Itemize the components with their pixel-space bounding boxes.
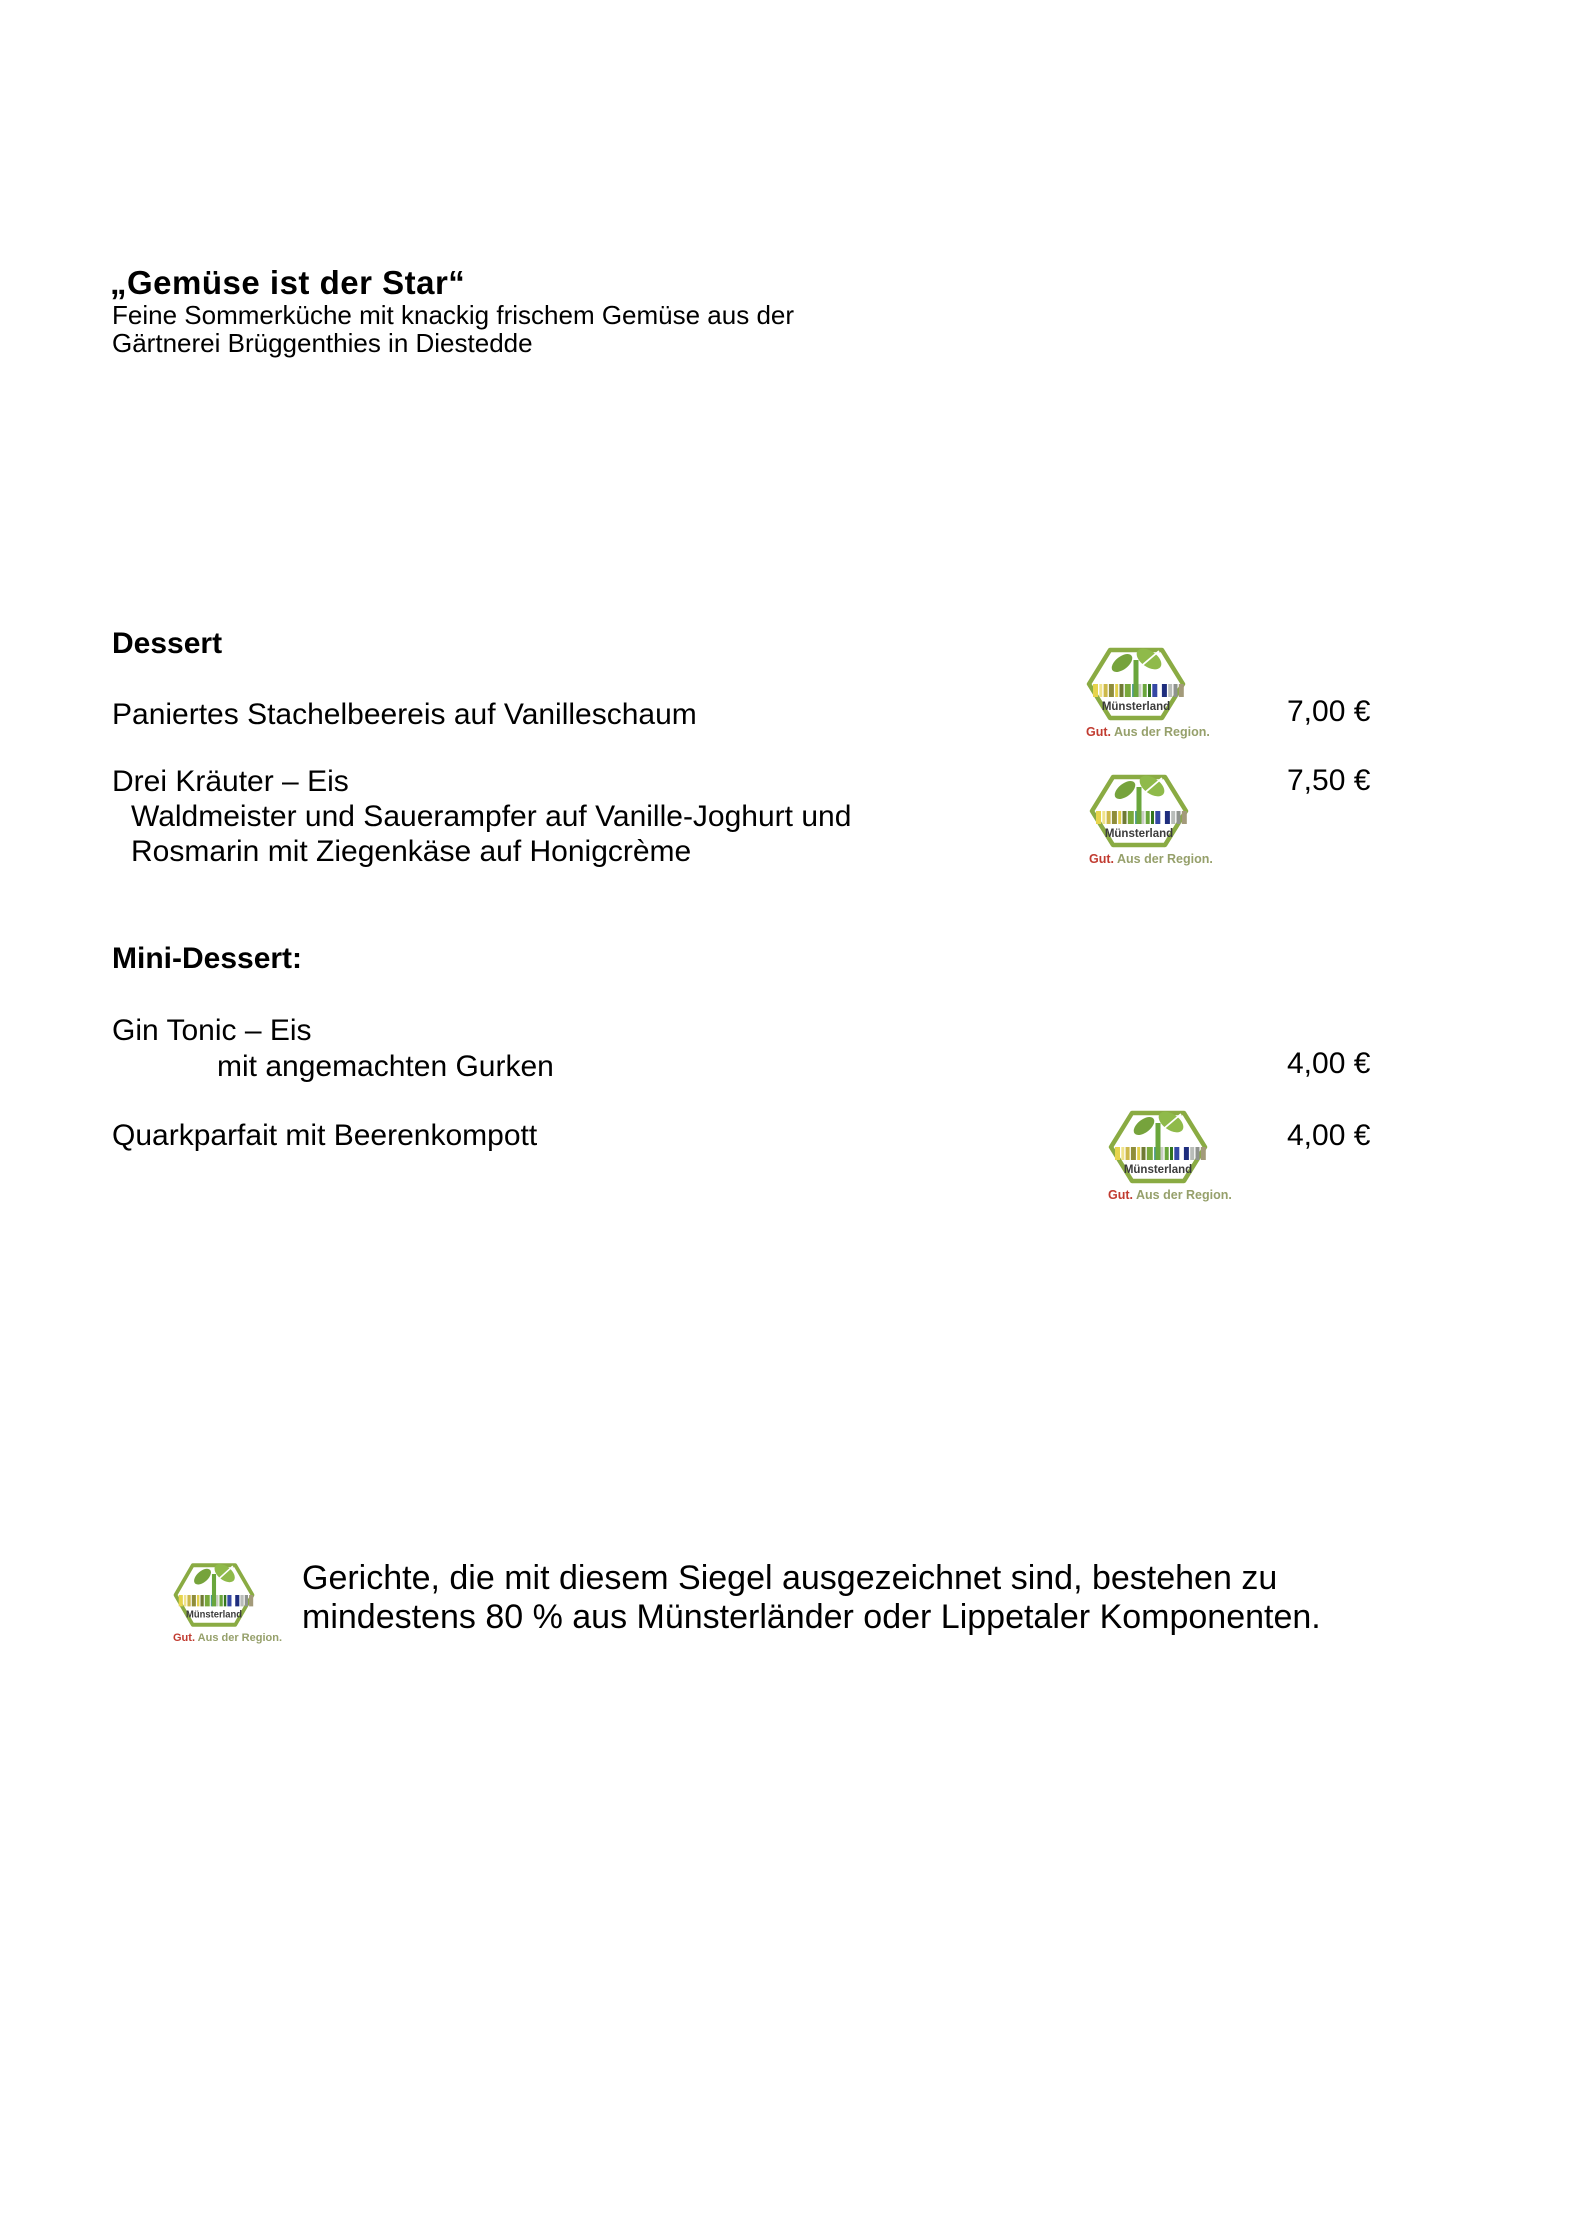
siegel-barcode-stripe [1125,684,1131,697]
siegel-barcode-stripe [1174,1147,1179,1160]
menu-item-price: 4,00 € [1287,1119,1371,1152]
menu-item-description-line: Waldmeister und Sauerampfer auf Vanille-Joghurt und [131,800,852,833]
menu-item-price: 7,50 € [1287,764,1371,797]
siegel-hexagon-graphic [1089,771,1189,851]
siegel-barcode-stripe [1147,1147,1153,1160]
siegel-barcode-stripe [184,1595,186,1606]
siegel-barcode-stripe [1181,1147,1183,1160]
subtitle-line-1: Feine Sommerküche mit knackig frischem Gemüse aus der [112,300,795,330]
siegel-barcode-stripe [1107,811,1111,824]
siegel-barcode-stripe [1182,811,1187,824]
siegel-caption-gut: Gut. [1086,725,1111,739]
siegel-caption [1108,1188,1232,1203]
muensterland-siegel-icon [1086,644,1210,740]
menu-item-description-line: Rosmarin mit Ziegenkäse auf Honigcrème [131,835,692,868]
siegel-barcode-stripe [235,1595,239,1606]
siegel-barcode-stripe [1162,811,1164,824]
subtitle-line-2: Gärtnerei Brüggenthies in Diestedde [112,328,533,358]
siegel-barcode-stripe [179,1595,183,1606]
siegel-barcode-stripe [1190,1147,1194,1160]
siegel-barcode-stripe [1121,1147,1124,1160]
siegel-label: Münsterland [1123,1164,1193,1176]
siegel-barcode-stripe [1151,811,1154,824]
siegel-caption-region: Aus der Region. [1114,725,1210,739]
siegel-caption [173,1632,282,1644]
siegel-barcode-stripe [1165,1147,1169,1160]
siegel-barcode-stripe [205,1595,210,1606]
section-heading-dessert: Dessert [112,627,223,660]
siegel-caption-region: Aus der Region. [197,1632,282,1644]
siegel-barcode-stripe [1179,684,1184,697]
page-title: „Gemüse ist der Star“ [110,264,466,301]
siegel-barcode-stripe [1109,684,1114,697]
muensterland-siegel-icon [1108,1107,1232,1203]
footer-note-line-1: Gerichte, die mit diesem Siegel ausgezeichnet sind, bestehen zu [302,1559,1278,1597]
siegel-caption-gut: Gut. [173,1632,195,1644]
siegel-barcode-stripe [1177,811,1181,824]
siegel-barcode-stripe [192,1595,196,1606]
menu-item-name: Quarkparfait mit Beerenkompott [112,1119,538,1152]
siegel-barcode-stripe [240,1595,243,1606]
siegel-caption-region: Aus der Region. [1117,852,1213,866]
siegel-barcode-stripe [1174,684,1178,697]
sprout-stem [1137,787,1142,824]
footer-note-line-2: mindestens 80 % aus Münsterländer oder Lippetaler Komponenten. [302,1598,1321,1636]
siegel-caption-gut: Gut. [1108,1188,1133,1202]
section-heading-mini-dessert: Mini-Dessert: [112,942,303,975]
siegel-barcode-stripe [1146,811,1150,824]
siegel-barcode-stripe [1099,684,1102,697]
siegel-barcode-stripe [1159,684,1161,697]
siegel-caption [1086,725,1210,740]
siegel-barcode-stripe [197,1595,199,1606]
muensterland-siegel-icon [173,1560,282,1644]
siegel-label: Münsterland [1101,701,1171,713]
siegel-barcode-stripe [1096,811,1101,824]
menu-item-name: Paniertes Stachelbeereis auf Vanilleschaum [112,698,697,731]
siegel-caption [1089,852,1213,867]
siegel-barcode-stripe [245,1595,248,1606]
siegel-barcode-stripe [1152,684,1157,697]
menu-item-name: Gin Tonic – Eis [112,1014,312,1047]
muensterland-siegel-icon [1089,771,1213,867]
siegel-barcode-stripe [1128,811,1134,824]
siegel-barcode-stripe [1115,1147,1120,1160]
siegel-barcode-stripe [1142,1147,1146,1160]
siegel-barcode-stripe [1115,684,1118,697]
siegel-barcode-stripe [227,1595,231,1606]
siegel-barcode-stripe [1143,684,1147,697]
sprout-stem [1134,660,1139,697]
sprout-stem [212,1574,216,1606]
siegel-barcode-stripe [1137,1147,1140,1160]
siegel-barcode-stripe [1168,684,1172,697]
menu-item-name: Drei Kräuter – Eis [112,765,349,798]
menu-item-price: 7,00 € [1287,695,1371,728]
siegel-barcode-stripe [1165,811,1170,824]
siegel-barcode-stripe [249,1595,253,1606]
siegel-barcode-stripe [1155,811,1160,824]
siegel-barcode-stripe [1102,811,1105,824]
siegel-barcode-stripe [1112,811,1117,824]
siegel-caption-region: Aus der Region. [1136,1188,1232,1202]
siegel-barcode-stripe [1104,684,1108,697]
siegel-hexagon-graphic [173,1560,255,1630]
siegel-barcode-stripe [1201,1147,1206,1160]
siegel-barcode-stripe [1120,684,1124,697]
siegel-barcode-stripe [1196,1147,1200,1160]
siegel-barcode-stripe [233,1595,235,1606]
sprout-stem [1156,1123,1161,1160]
siegel-barcode-stripe [1170,1147,1173,1160]
siegel-barcode-stripe [1126,1147,1130,1160]
siegel-barcode-stripe [1171,811,1175,824]
menu-item-description-line: mit angemachten Gurken [217,1050,554,1083]
siegel-barcode-stripe [1162,684,1167,697]
siegel-barcode-stripe [1148,684,1151,697]
siegel-barcode-stripe [219,1595,222,1606]
siegel-hexagon-graphic [1108,1107,1208,1187]
siegel-caption-gut: Gut. [1089,852,1114,866]
siegel-barcode-stripe [200,1595,203,1606]
siegel-barcode-stripe [1093,684,1098,697]
siegel-barcode-stripe [1118,811,1121,824]
siegel-barcode-stripe [1123,811,1127,824]
siegel-barcode-stripe [187,1595,190,1606]
siegel-barcode-stripe [1184,1147,1189,1160]
siegel-hexagon-graphic [1086,644,1186,724]
siegel-barcode-stripe [224,1595,226,1606]
siegel-label: Münsterland [1104,828,1174,840]
siegel-label: Münsterland [185,1609,243,1621]
menu-item-price: 4,00 € [1287,1047,1371,1080]
siegel-barcode-stripe [1131,1147,1136,1160]
